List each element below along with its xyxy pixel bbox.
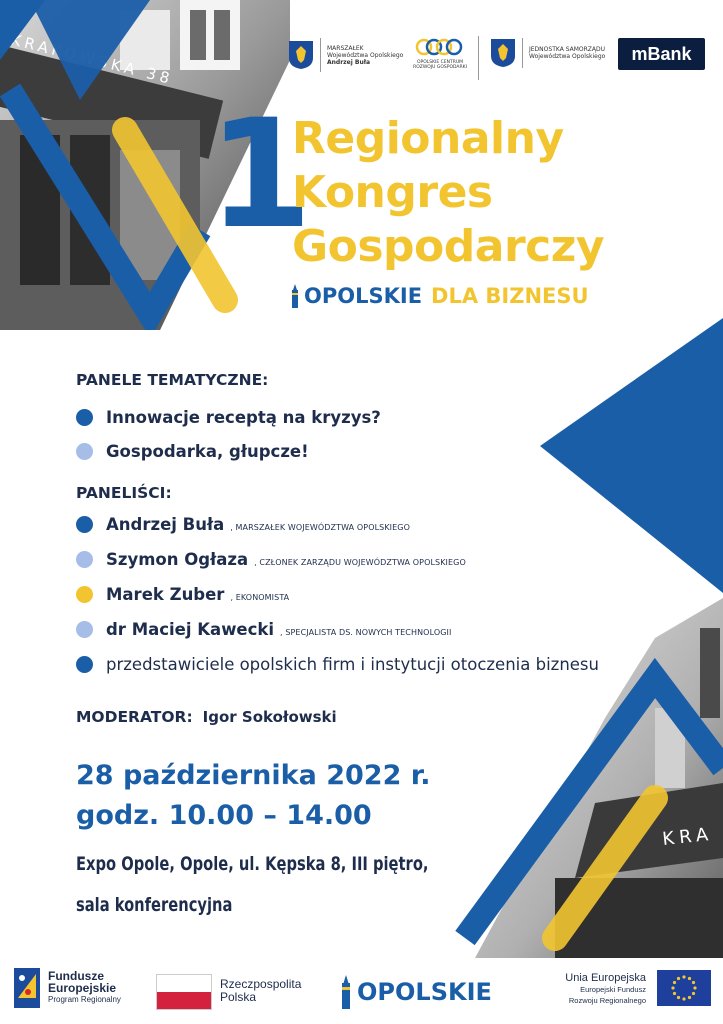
logo-rp: [220, 978, 301, 1004]
fe-line2: Europejskie: [48, 981, 117, 995]
moderator-row: [76, 708, 337, 726]
jst-line1: JEDNOSTKA SAMORZĄDU: [529, 46, 606, 53]
title-line1: Regionalny: [292, 113, 564, 164]
brand-yellow: DLA BIZNESU: [431, 284, 589, 308]
tower-icon: [340, 975, 352, 1009]
event-time: godz. 10.00 – 14.00: [76, 800, 372, 831]
jst-line2: Województwa Opolskiego: [529, 53, 606, 60]
panelist-role: , EKONOMISTA: [230, 592, 290, 602]
eu-flag-icon: [657, 970, 711, 1006]
fe-line3: Program Regionalny: [48, 995, 121, 1004]
panelist-name: Szymon Ogłaza: [106, 550, 249, 569]
logo-centrum: [412, 38, 468, 70]
venue-line2: sala konferencyjna: [76, 894, 233, 916]
photo-sign-bottom: KRA: [661, 823, 715, 850]
building-photo-bottom: [455, 598, 723, 958]
panels-list: [76, 400, 381, 468]
list-item: [76, 507, 599, 542]
centrum-line1: OPOLSKIE CENTRUM: [416, 60, 464, 65]
moderator-label: MODERATOR:: [76, 708, 193, 726]
panelist-name: dr Maciej Kawecki: [106, 620, 275, 639]
logo-divider: [478, 36, 479, 80]
edition-number: 1: [208, 88, 313, 262]
rp-line1: Rzeczpospolita: [220, 977, 302, 991]
brand-blue: OPOLSKIE: [304, 284, 423, 308]
moderator-name: Igor Sokołowski: [202, 708, 337, 726]
panelist-role: , MARSZAŁEK WOJEWÓDZTWA OPOLSKIEGO: [230, 522, 410, 532]
marszalek-line2: Województwa Opolskiego: [327, 51, 404, 59]
logo-ue: [556, 973, 646, 1006]
bullet-dot: [76, 586, 93, 603]
title-line3: Gospodarczy: [292, 221, 605, 272]
logo-fundusze: [14, 968, 121, 1008]
list-item: [76, 542, 599, 577]
list-item: [76, 400, 381, 434]
brand-line: [290, 284, 589, 308]
eagle-crest-icon: [288, 40, 314, 70]
photo-sign-top: 38: [144, 64, 176, 89]
ue-line1: Unia Europejska: [565, 972, 646, 984]
fe-line1: Fundusze: [48, 969, 104, 983]
rp-line2: Polska: [220, 990, 257, 1004]
bullet-dot: [76, 443, 93, 460]
event-date: 28 października 2022 r.: [76, 760, 431, 791]
panelist-name: Andrzej Buła: [106, 515, 225, 534]
ue-line2: Europejski Fundusz: [580, 985, 646, 994]
marszalek-line3: Andrzej Buła: [327, 58, 370, 66]
event-title: [292, 112, 604, 274]
panelists-heading: PANELIŚCI:: [76, 484, 172, 502]
bullet-dot: [76, 409, 93, 426]
opolskie-footer-label: OPOLSKIE: [357, 978, 492, 1006]
panels-heading: PANELE TEMATYCZNE:: [76, 371, 269, 389]
panelist-name: Marek Zuber: [106, 585, 225, 604]
list-item: [76, 434, 381, 468]
logo-opolskie: [340, 975, 492, 1009]
panelist-role: , SPECJALISTA DS. NOWYCH TECHNOLOGII: [280, 627, 452, 637]
venue-line1: Expo Opole, Opole, ul. Kępska 8, III piętro,: [76, 853, 429, 875]
bullet-dot: [76, 551, 93, 568]
bullet-dot: [76, 516, 93, 533]
bullet-dot: [76, 621, 93, 638]
centrum-line2: ROZWOJU GOSPODARKI: [413, 65, 467, 70]
polish-flag-icon: [156, 974, 212, 1010]
panel-title: Gospodarka, głupcze!: [106, 441, 309, 461]
logo-jst: [490, 38, 605, 68]
bullet-dot: [76, 656, 93, 673]
panel-title: Innowacje receptą na kryzys?: [106, 407, 381, 427]
ue-line3: Rozwoju Regionalnego: [568, 996, 646, 1005]
eagle-crest-icon: [490, 38, 516, 68]
logo-marszalek: [288, 38, 403, 72]
mbank-logo: mBank: [618, 38, 705, 70]
panelist-role: , CZŁONEK ZARZĄDU WOJEWÓDZTWA OPOLSKIEGO: [254, 557, 466, 567]
rings-logo-icon: [414, 38, 466, 56]
marszalek-line1: MARSZAŁEK: [327, 44, 364, 52]
title-line2: Kongres: [292, 167, 493, 218]
panelist-name: przedstawiciele opolskich firm i instytucji otoczenia biznesu: [106, 655, 599, 674]
fe-logo-icon: [14, 968, 40, 1008]
tower-icon: [290, 284, 300, 308]
